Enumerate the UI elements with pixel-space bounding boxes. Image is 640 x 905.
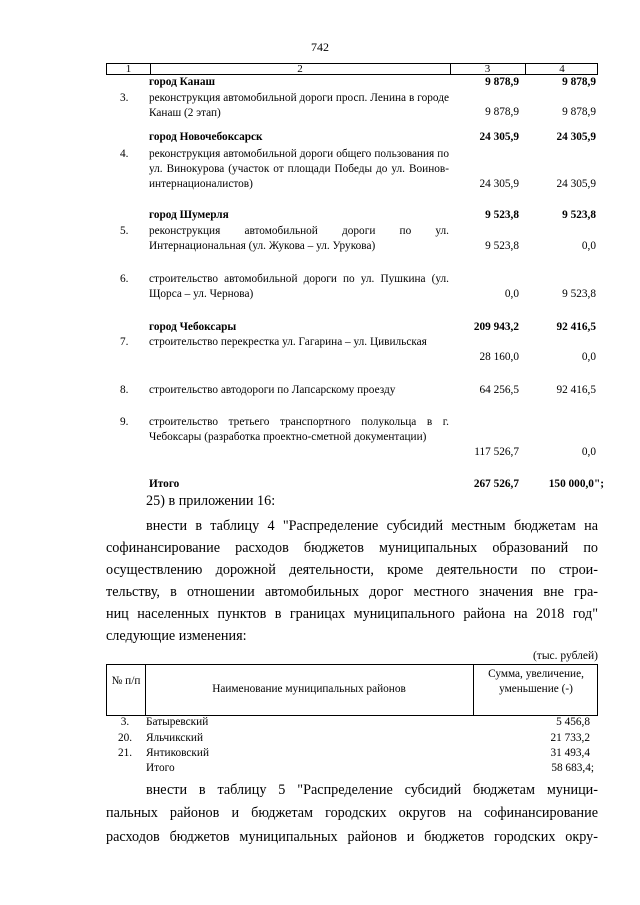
row-text: город Канаш (149, 76, 216, 88)
unit-label: (тыс. рублей) (532, 650, 598, 662)
row-col4: 9 523,8 (562, 209, 596, 221)
row-col4: 0,0 (581, 240, 596, 252)
header-sum: Сумма, увеличение, уменьшение (-) (488, 668, 584, 695)
row-text: строительство автомобильной дороги по ул. Пушкина (ул. Щорса – ул. Чернова) (149, 273, 449, 300)
row-value: 31 493,4 (550, 747, 590, 759)
row-col3: 28 160,0 (479, 351, 519, 363)
header-col-1: 1 (125, 63, 132, 75)
paragraph-line: пальных районов и бюджетам городских округов на софинансирование (106, 805, 598, 821)
paragraph-line: внести в таблицу 5 "Распределение субсидий бюджетам муници- (146, 782, 598, 798)
row-col4: 150 000,0"; (548, 478, 604, 490)
header-col-3: 3 (484, 63, 491, 75)
row-col3: 9 523,8 (485, 209, 519, 221)
row-value: 58 683,4; (551, 762, 594, 774)
row-number: 3. (120, 92, 129, 104)
row-col3: 24 305,9 (479, 131, 519, 143)
row-col3: 267 526,7 (473, 478, 519, 490)
paragraph-line: тельству, в отношении автомобильных дорог местного значения вне гра- (106, 584, 598, 600)
row-number: 8. (120, 384, 129, 396)
row-col3: 9 523,8 (485, 240, 519, 252)
row-number: 7. (120, 336, 129, 348)
row-text: город Шумерля (149, 209, 229, 221)
row-value: 5 456,8 (556, 716, 590, 728)
row-col4: 92 416,5 (556, 384, 596, 396)
header-district-name: Наименование муниципальных районов (212, 683, 406, 695)
row-number: 20. (117, 732, 133, 744)
row-text: строительство автодороги по Лапсарскому проезду (149, 384, 396, 396)
district-name: Батыревский (146, 716, 209, 728)
header-col-4: 4 (559, 63, 565, 75)
row-text: город Чебоксары (149, 321, 237, 333)
row-col3: 24 305,9 (479, 178, 519, 190)
row-col4: 0,0 (581, 446, 596, 458)
subsidy-table-header (106, 664, 598, 716)
row-text: реконструкция автомобильной дороги просп. Ленина в городе Канаш (2 этап) (149, 92, 449, 119)
row-number: 4. (120, 148, 129, 160)
row-col4: 9 523,8 (562, 288, 596, 300)
row-col4: 24 305,9 (556, 178, 596, 190)
row-col3: 0,0 (504, 288, 519, 300)
row-number: 5. (120, 225, 129, 237)
row-number: 21. (117, 747, 133, 759)
row-number: 3. (120, 716, 130, 728)
header-number: № п/п (111, 675, 141, 687)
paragraph-line: софинансирование расходов бюджетов муниципальных образований по (106, 540, 598, 556)
row-number: 9. (120, 416, 129, 428)
row-col4: 9 878,9 (562, 106, 596, 118)
row-text: реконструкция автомобильной дороги по ул. Интернациональная (ул. Жукова – ул. Урукова) (149, 225, 449, 252)
row-text: реконструкция автомобильной дороги общего пользования по ул. Винокурова (участок от площади Победы до ул. Воинов-интернационалистов) (149, 148, 449, 190)
row-text: строительство перекрестка ул. Гагарина – ул. Цивильская (149, 336, 427, 348)
row-col4: 0,0 (581, 351, 596, 363)
row-col3: 9 878,9 (485, 76, 519, 88)
row-col3: 9 878,9 (485, 106, 519, 118)
district-name: Итого (146, 762, 175, 774)
row-col3: 209 943,2 (473, 321, 519, 333)
paragraph-line: ниц населенных пунктов в границах муниципального района на 2018 год" (106, 606, 598, 622)
row-col3: 64 256,5 (479, 384, 519, 396)
table-header-row (106, 63, 598, 75)
paragraph-item-25: 25) в приложении 16: (146, 493, 276, 509)
paragraph-line: расходов бюджетов муниципальных районов и бюджетов городских окру- (106, 829, 598, 845)
row-number: 6. (120, 273, 129, 285)
page-number: 742 (311, 40, 329, 54)
paragraph-line: осуществлению дорожной деятельности, кроме деятельности по строи- (106, 562, 598, 578)
row-col4: 92 416,5 (556, 321, 596, 333)
district-name: Яльчикский (146, 732, 203, 744)
row-col4: 9 878,9 (562, 76, 596, 88)
district-name: Янтиковский (146, 747, 209, 759)
row-text: строительство третьего транспортного полукольца в г. Чебоксары (разработка проектно-сметной документации) (149, 416, 449, 443)
header-col-2: 2 (297, 63, 303, 75)
paragraph-line: следующие изменения: (106, 628, 247, 644)
row-text: Итого (149, 478, 180, 490)
row-col4: 24 305,9 (556, 131, 596, 143)
row-col3: 117 526,7 (474, 446, 519, 458)
paragraph-line: внести в таблицу 4 "Распределение субсидий местным бюджетам на (146, 518, 598, 534)
row-value: 21 733,2 (550, 732, 590, 744)
row-text: город Новочебоксарск (149, 131, 263, 143)
